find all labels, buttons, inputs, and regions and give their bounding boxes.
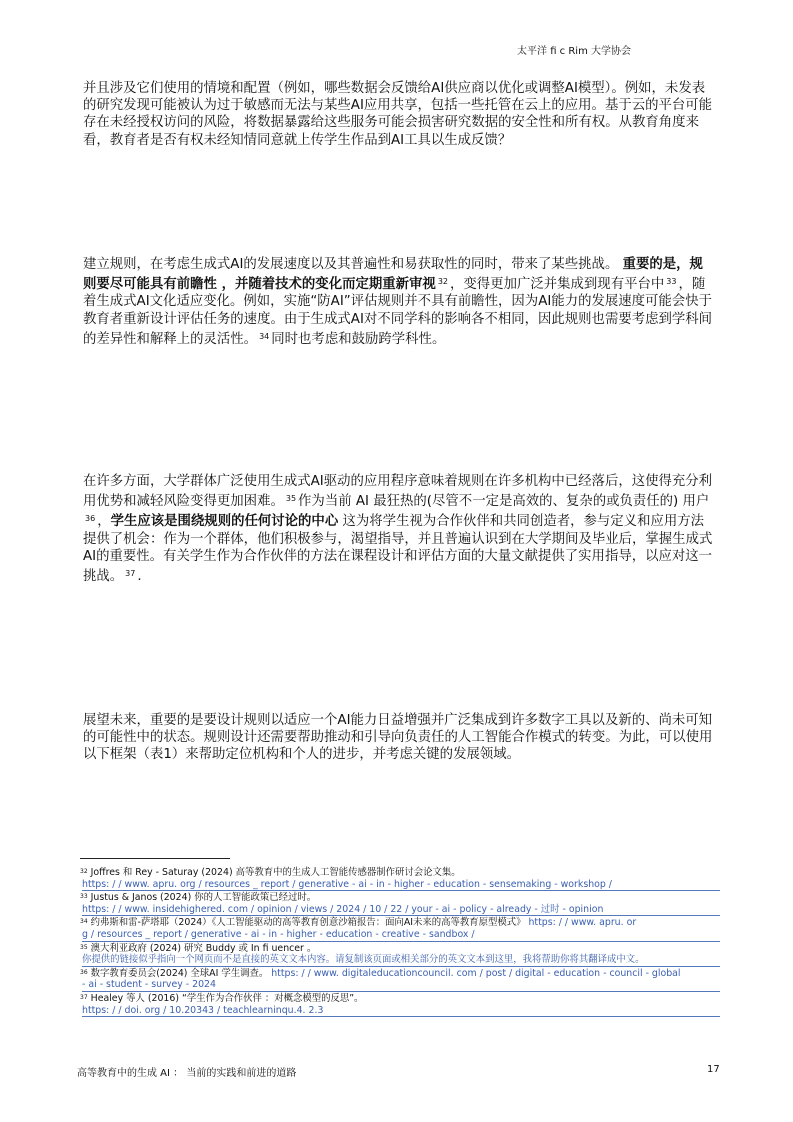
footnote-link[interactable]: https: / / www. apru. org / resources _ report / generative - ai - in - higher - education - sensemaking - workshop / [82, 879, 720, 892]
paragraph-establishing-rules [83, 256, 713, 348]
paragraph-looking-forward: 展望未来，重要的是要设计规则以适应一个AI能力日益增强并广泛集成到许多数字工具以及新的、尚未可知的可能性中的状态。规则设计还需要帮助推动和引导向负责任的人工智能合作模式的转变。为此，可以使用以下框架（表1）来帮助定位机构和个人的进步，并考虑关键的发展领域。 [83, 713, 713, 763]
emphasis-text: 重要的是，规则要尽可能具有前瞻性 ，并随着技术的变化而定期重新审视 [83, 257, 703, 293]
footnote-number: 33 [80, 893, 88, 901]
footnote-text: 数字教育委员会(2024) 全球AI 学生调查。 [90, 967, 269, 979]
page-number: 17 [707, 1064, 720, 1075]
footnote-37 [80, 992, 720, 1017]
footnotes [80, 866, 720, 1017]
paragraph-students-as-partners [83, 473, 713, 585]
running-header: 太平洋 fi c Rim 大学协会 [517, 46, 631, 57]
text-run: ，随着生成式AI文化适应变化。例如，实施“防AI”评估规则并不具有前瞻性，因为AI能力的发展速度可能会快于教育者重新设计评估任务的速度。由于生成式AI对不同学科的影响各不相同，因此规则也需要考虑到学科间的差异性和解释上的灵活性。 [83, 277, 713, 347]
footnote-number: 36 [80, 968, 88, 976]
footnote-number: 34 [80, 918, 88, 926]
footnote-ref-35[interactable]: 35 [285, 494, 297, 504]
footnote-33 [80, 891, 720, 916]
footnote-link[interactable]: g / resources _ report / generative - ai - in - higher - education - creative - sandbox / [82, 929, 720, 942]
footnote-ref-37[interactable]: 37 [125, 569, 136, 579]
text-run: ，变得更加广泛并集成到现有平台中 [450, 277, 665, 293]
running-footer-title: 高等教育中的生成 AI ： 当前的实践和前进的道路 [77, 1068, 297, 1079]
footnote-text: 约弗斯和雷-萨塔耶（2024）《人工智能驱动的高等教育创意沙箱报告：面向AI未来的高等教育原型模式》 [90, 917, 526, 929]
footnote-text: Justus & Janos (2024) 你的人工智能政策已经过时。 [90, 892, 317, 904]
footnote-number: 35 [80, 943, 88, 951]
text-run: 这为将学生视为合作伙伴和共同创造者，参与定义和应用方法提供了机会：作为一个群体，他们积极参与，渴望指导，并且普遍认识到在大学期间及毕业后，掌握生成式AI的重要性。有关学生作为合作伙伴的方法在课程设计和评估方面的大量文献提供了实用指导，以应对这一挑战。 [83, 514, 713, 585]
footnote-link[interactable]: https: / / www. digitaleducationcouncil. com / post / digital - education - council - global [271, 967, 681, 979]
text-run: 同时也考虑和鼓励跨学科性。 [271, 331, 446, 347]
footnote-ref-33[interactable]: 33 [666, 277, 677, 287]
footnote-text: 澳大利亚政府 (2024) 研究 Buddy 或 In fi uencer 。 [90, 942, 317, 954]
text-run: . [137, 569, 142, 585]
footnote-ref-36[interactable]: 36 [85, 514, 96, 524]
footnote-35 [80, 942, 720, 967]
footnote-ref-34[interactable]: 34 [259, 331, 270, 341]
emphasis-text: 学生应该是围绕规则的任何讨论的中心 [110, 514, 339, 530]
footnote-32 [80, 866, 720, 891]
text-run: ， [97, 514, 111, 530]
footnote-divider [80, 858, 230, 859]
paragraph-data-context: 并且涉及它们使用的情境和配置（例如，哪些数据会反馈给AI供应商以优化或调整AI模型）。例如，未发表的研究发现可能被认为过于敏感而无法与某些AI应用共享，包括一些托管在云上的应用。基于云的平台可能存在未经授权访问的风险，将数据暴露给这些服务可能会损害研究数据的安全性和所有权。从教育角度来看，教育者是否有权未经知情同意就上传学生作品到AI工具以生成反馈？ [83, 81, 713, 148]
footnote-text: Joffres 和 Rey - Saturay (2024) 高等教育中的生成人工智能传感器制作研讨会论文集。 [90, 867, 461, 878]
footnote-36 [80, 967, 720, 992]
footnote-text: Healey 等人 (2016) “学生作为合作伙伴 ：对概念模型的反思”。 [90, 992, 364, 1004]
text-run: 作为当前 AI 最狂热的(尽管不一定是高效的、复杂的或负责任的) 用户 [298, 494, 710, 510]
footnote-link[interactable]: https: / / www. insidehighered. com / opinion / views / 2024 / 10 / 22 / your - ai - policy - already - 过时 - opinion [82, 904, 720, 917]
footnote-note: 你提供的链接似乎指向一个网页而不是直接的英文文本内容。请复制该页面或相关部分的英文文本到这里，我将帮助你将其翻译成中文。 [82, 954, 720, 967]
footnote-link[interactable]: - ai - student - survey - 2024 [82, 979, 720, 992]
footnote-link[interactable]: https: / / doi. org / 10.20343 / teachlearninqu.4. 2.3 [82, 1005, 720, 1018]
footnote-number: 32 [80, 868, 88, 875]
text-run: 建立规则，在考虑生成式AI的发展速度以及其普遍性和易获取性的同时，带来了某些挑战。 [83, 257, 623, 272]
footnote-ref-32[interactable]: 32 [437, 277, 449, 287]
footnote-number: 37 [80, 993, 88, 1001]
text-run: 在许多方面，大学群体广泛使用生成式AI驱动的应用程序意味着规则在许多机构中已经落后，这使得充分利用优势和减轻风险变得更加困难。 [83, 474, 713, 510]
footnote-34 [80, 916, 720, 941]
footnote-link[interactable]: https: / / www. apru. or [528, 917, 637, 929]
